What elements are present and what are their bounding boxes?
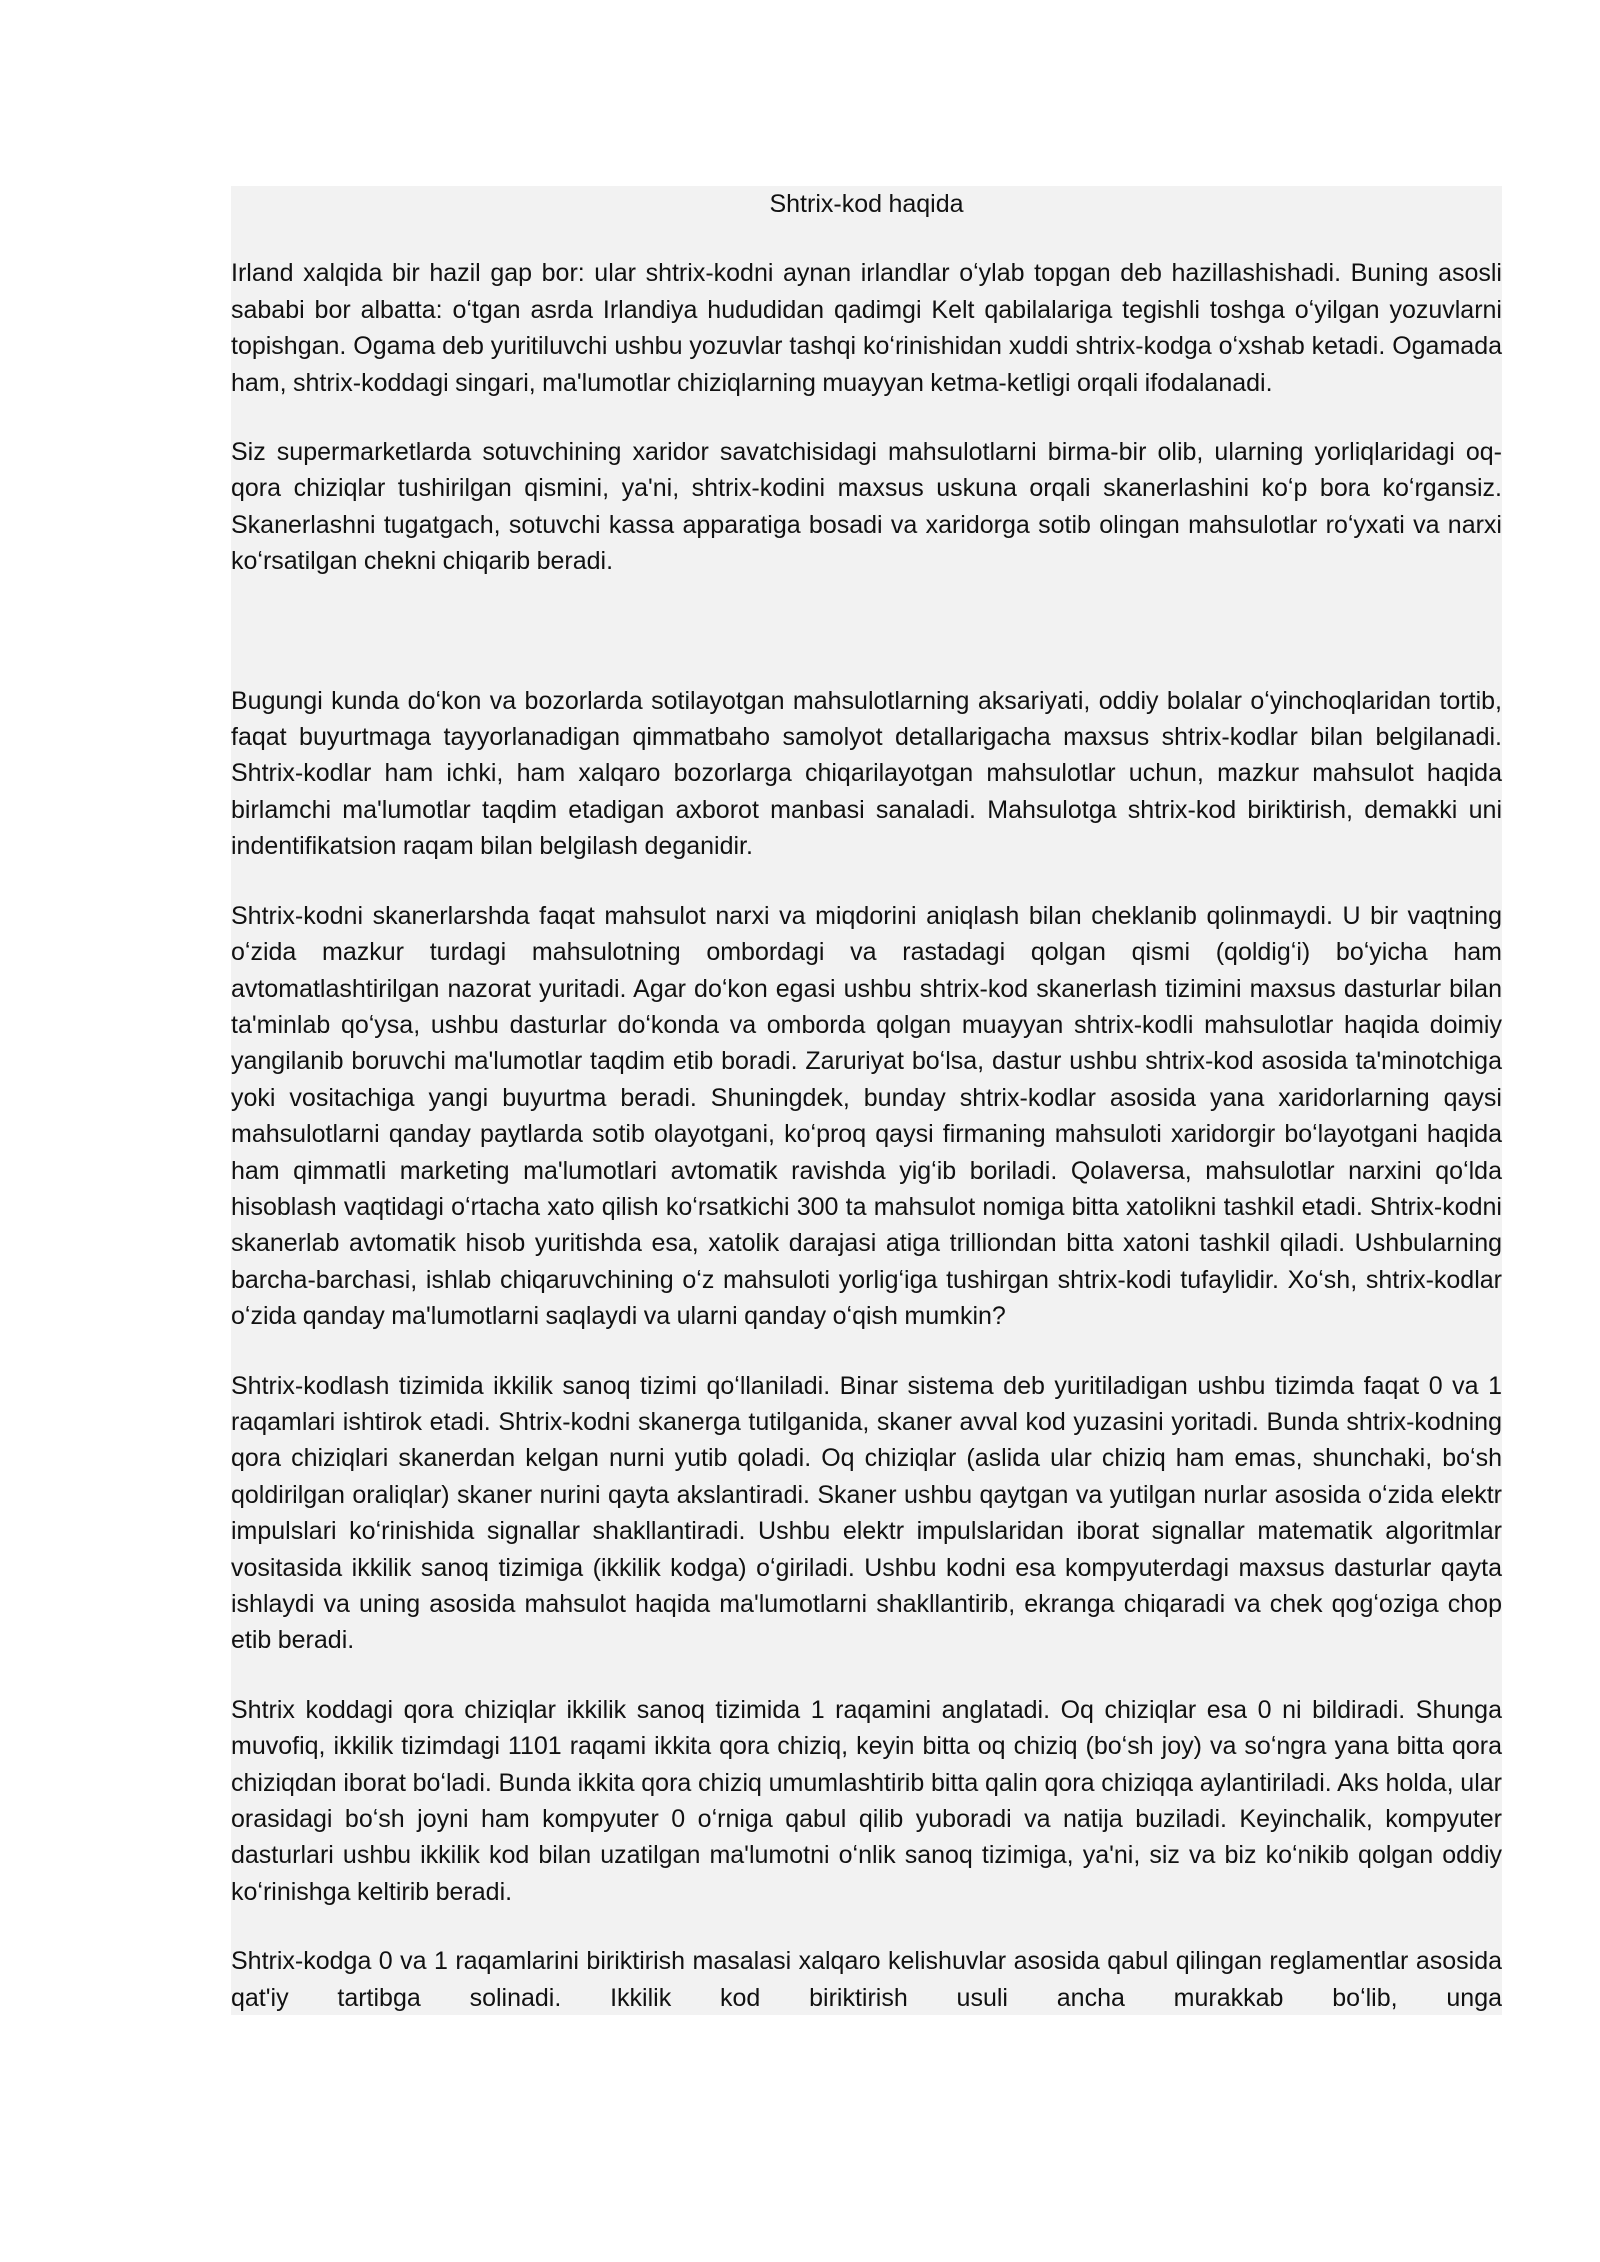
empty-paragraph-gap xyxy=(231,613,1502,683)
paragraph-2: Siz supermarketlarda sotuvchining xaridor savatchisidagi mahsulotlarni birma-bir olib, ularning yorliqlaridagi oq-qora chiziqlar tushirilgan qismini, ya'ni, shtrix-kodini maxsus uskuna orqali skanerlashini koʻp bora koʻrgansiz. Skanerlashni tugatgach, sotuvchi kassa apparatiga bosadi va xaridorga sotib olingan mahsulotlar roʻyxati va narxi koʻrsatilgan chekni chiqarib beradi. xyxy=(231,438,1502,576)
paragraph-4: Shtrix-kodni skanerlarshda faqat mahsulot narxi va miqdorini aniqlash bilan cheklanib qolinmaydi. U bir vaqtning oʻzida mazkur turdagi mahsulotning ombordagi va rastadagi qolgan qismi (qoldigʻi) boʻyicha ham avtomatlashtirilgan nazorat yuritadi. Agar doʻkon egasi ushbu shtrix-kod skanerlash tizimini maxsus dasturlar bilan ta'minlab qoʻysa, ushbu dasturlar doʻkonda va omborda qolgan muayyan shtrix-kodli mahsulotlar haqida doimiy yangilanib boruvchi ma'lumotlar taqdim etib boradi. Zaruriyat boʻlsa, dastur ushbu shtrix-kod asosida ta'minotchiga yoki vositachiga yangi buyurtma beradi. Shuningdek, bunday shtrix-kodlar asosida yana xaridorlarning qaysi mahsulotlarni qanday paytlarda sotib olayotgani, koʻproq qaysi firmaning mahsuloti xaridorgir boʻlayotgani haqida ham qimmatli marketing ma'lumotlari avtomatik ravishda yigʻib boriladi. Qolaversa, mahsulotlar narxini qoʻlda hisoblash vaqtidagi oʻrtacha xato qilish koʻrsatkichi 300 ta mahsulot nomiga bitta xatolikni tashkil etadi. Shtrix-kodni skanerlab avtomatik hisob yuritishda esa, xatolik darajasi atiga trilliondan bitta xatoni tashkil qiladi. Ushbularning barcha-barchasi, ishlab chiqaruvchining oʻz mahsuloti yorligʻiga tushirgan shtrix-kodi tufaylidir. Xoʻsh, shtrix-kodlar oʻzida qanday ma'lumotlarni saqlaydi va ularni qanday oʻqish mumkin? xyxy=(231,901,1502,1331)
paragraph-1: Irland xalqida bir hazil gap bor: ular shtrix-kodni aynan irlandlar oʻylab topgan deb hazillashishadi. Buning asosli sababi bor albatta: oʻtgan asrda Irlandiya hududidan qadimgi Kelt qabilalariga tegishli toshga oʻyilgan yozuvlarni topishgan. Ogama deb yuritiluvchi ushbu yozuvlar tashqi koʻrinishidan xuddi shtrix-kodga oʻxshab ketadi. Ogamada ham, shtrix-koddagi singari, ma'lumotlar chiziqlarning muayyan ketma-ketligi orqali ifodalanadi. xyxy=(231,259,1502,397)
paragraph-5: Shtrix-kodlash tizimida ikkilik sanoq tizimi qoʻllaniladi. Binar sistema deb yuritiladigan ushbu tizimda faqat 0 va 1 raqamlari ishtirok etadi. Shtrix-kodni skanerga tutilganida, skaner avval kod yuzasini yoritadi. Bunda shtrix-kodning qora chiziqlari skanerdan kelgan nurni yutib qoladi. Oq chiziqlar (aslida ular chiziq ham emas, shunchaki, boʻsh qoldirilgan oraliqlar) skaner nurini qayta akslantiradi. Skaner ushbu qaytgan va yutilgan nurlar asosida oʻzida elektr impulslari koʻrinishida signallar shakllantiradi. Ushbu elektr impulslaridan iborat signallar matematik algoritmlar vositasida ikkilik sanoq tizimiga (ikkilik kodga) oʻgiriladi. Ushbu kodni esa kompyuterdagi maxsus dasturlar qayta ishlaydi va uning asosida mahsulot haqida ma'lumotlarni shakllantirib, ekranga chiqaradi va chek qogʻoziga chop etib beradi. xyxy=(231,1371,1502,1655)
shaded-block-top xyxy=(231,186,1502,2015)
paragraph-6: Shtrix koddagi qora chiziqlar ikkilik sanoq tizimida 1 raqamini anglatadi. Oq chiziqlar esa 0 ni bildiradi. Shunga muvofiq, ikkilik tizimdagi 1101 raqami ikkita qora chiziq, keyin bitta oq chiziq (boʻsh joy) va soʻngra yana bitta qora chiziqdan iborat boʻladi. Bunda ikkita qora chiziq umumlashtirib bitta qalin qora chiziqqa aylantiriladi. Aks holda, ular orasidagi boʻsh joyni ham kompyuter 0 oʻrniga qabul qilib yuboradi va natija buziladi. Keyinchalik, kompyuter dasturlari ushbu ikkilik kod bilan uzatilgan ma'lumotni oʻnlik sanoq tizimiga, ya'ni, siz va biz koʻnikib qolgan oddiy koʻrinishga keltirib beradi. xyxy=(231,1695,1502,1906)
document-title: Shtrix-kod haqida xyxy=(769,190,964,218)
paragraph-3: Bugungi kunda doʻkon va bozorlarda sotilayotgan mahsulotlarning aksariyati, oddiy bolalar oʻyinchoqlaridan tortib, faqat buyurtmaga tayyorlanadigan qimmatbaho samolyot detallarigacha maxsus shtrix-kodlar bilan belgilanadi. Shtrix-kodlar ham ichki, ham xalqaro bozorlarga chiqarilayotgan mahsulotlar uchun, mazkur mahsulot haqida birlamchi ma'lumotlar taqdim etadigan axborot manbasi sanaladi. Mahsulotga shtrix-kod biriktirish, demakki uni indentifikatsion raqam bilan belgilash deganidir. xyxy=(231,686,1502,861)
document-body xyxy=(231,186,1502,2015)
paragraph-7: Shtrix-kodga 0 va 1 raqamlarini biriktirish masalasi xalqaro kelishuvlar asosida qabul qilingan reglamentlar asosida qat'iy tartibga solinadi. Ikkilik kod biriktirish usuli ancha murakkab boʻlib, unga xyxy=(231,1947,1502,2012)
